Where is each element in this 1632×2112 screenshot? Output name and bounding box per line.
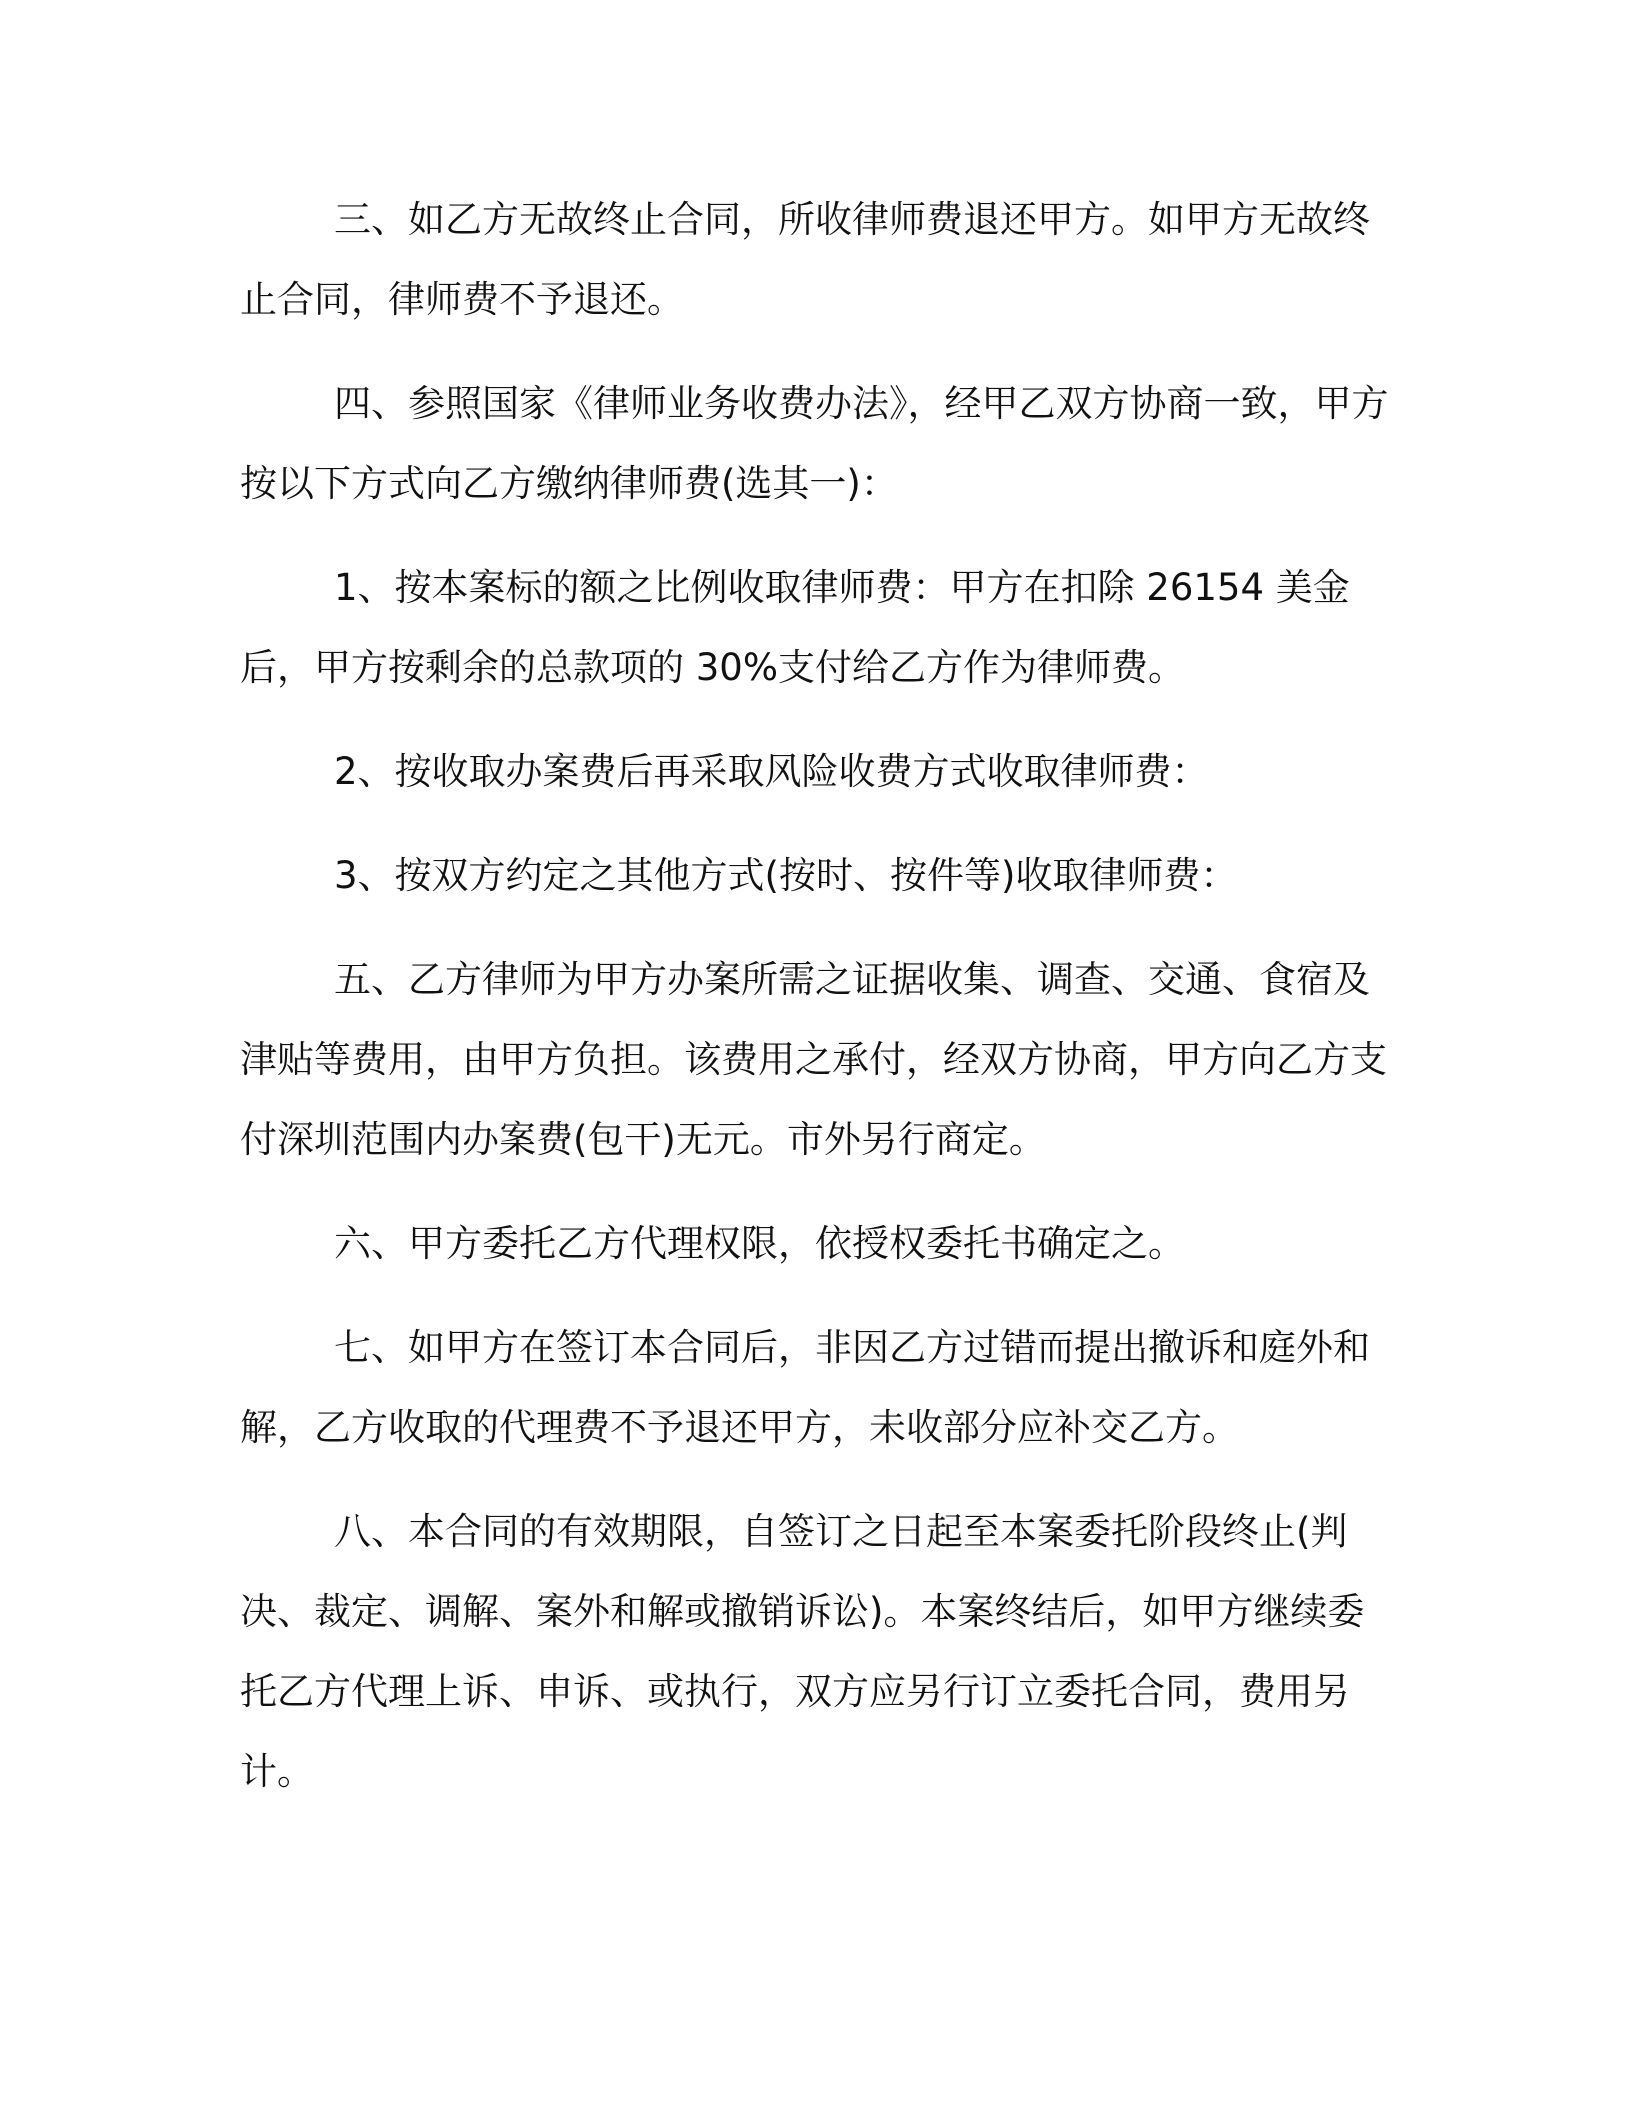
- clause-four: 四、参照国家《律师业务收费办法》，经甲乙双方协商一致，甲方按以下方式向乙方缴纳律师费(选其一)：: [240, 382, 1389, 505]
- clause-five: 五、乙方律师为甲方办案所需之证据收集、调查、交通、食宿及津贴等费用，由甲方负担。该费用之承付，经双方协商，甲方向乙方支付深圳范围内办案费(包干)无元。市外另行商定。: [240, 958, 1387, 1161]
- clause-eight: 八、本合同的有效期限，自签订之日起至本案委托阶段终止(判决、裁定、调解、案外和解或撤销诉讼)。本案终结后，如甲方继续委托乙方代理上诉、申诉、或执行，双方应另行订立委托合同，费用另计。: [240, 1510, 1365, 1793]
- clause-six: 六、甲方委托乙方代理权限，依授权委托书确定之。: [334, 1222, 1185, 1265]
- clause-seven: 七、如甲方在签订本合同后，非因乙方过错而提出撤诉和庭外和解，乙方收取的代理费不予退还甲方，未收部分应补交乙方。: [240, 1326, 1370, 1449]
- clause-four-option-3: 3、按双方约定之其他方式(按时、按件等)收取律师费：: [334, 854, 1238, 897]
- clause-four-option-2: 2、按收取办案费后再采取风险收费方式收取律师费：: [334, 750, 1209, 793]
- clause-three: 三、如乙方无故终止合同，所收律师费退还甲方。如甲方无故终止合同，律师费不予退还。: [240, 198, 1370, 321]
- document-body: [240, 180, 1395, 1836]
- clause-four-option-1: 1、按本案标的额之比例收取律师费：甲方在扣除 26154 美金后，甲方按剩余的总款项的 30%支付给乙方作为律师费。: [240, 566, 1350, 689]
